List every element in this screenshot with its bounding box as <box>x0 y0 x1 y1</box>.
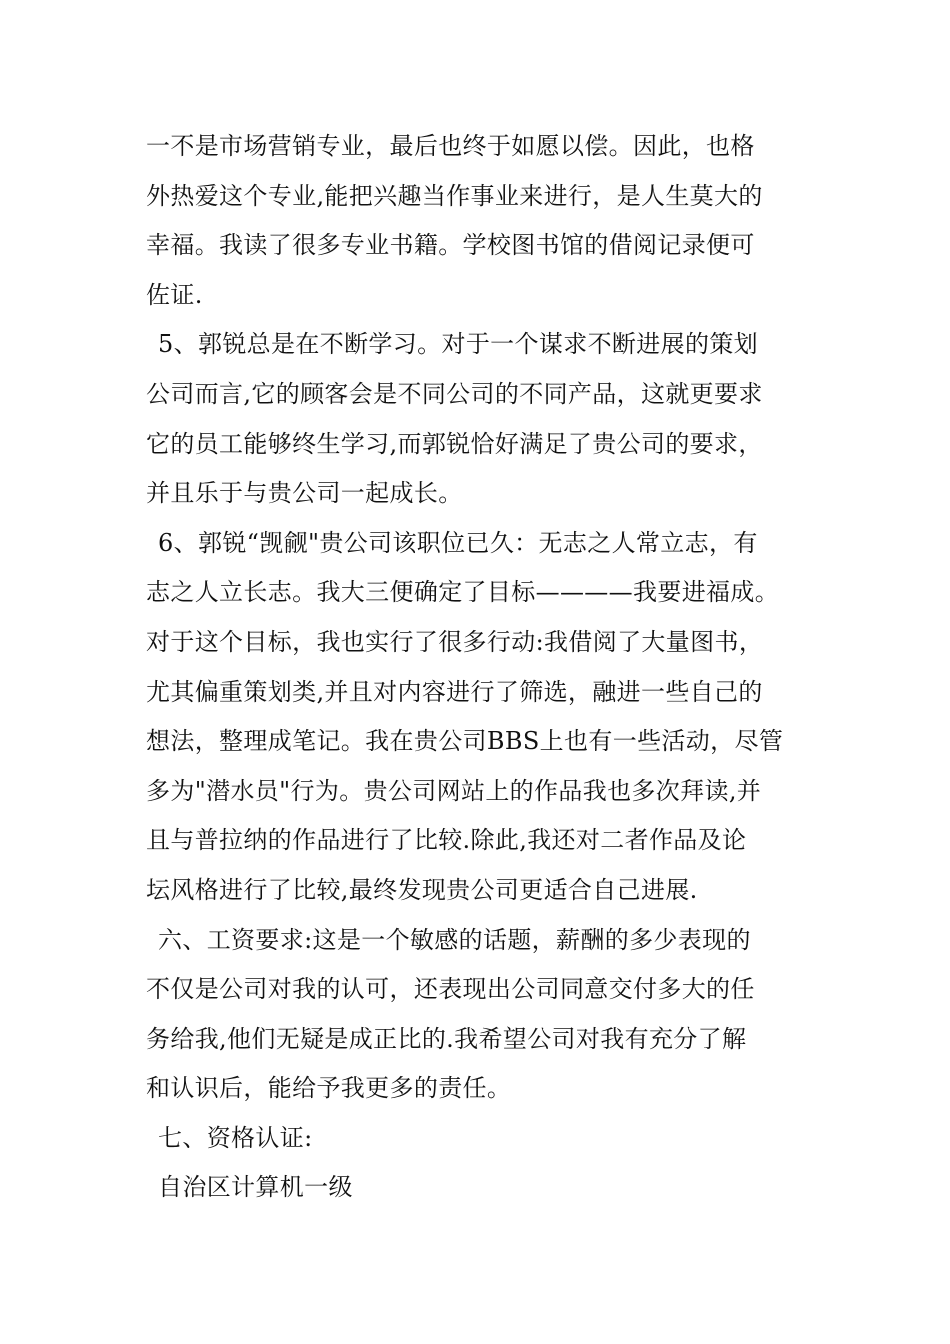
text-line: 5、郭锐总是在不断学习。对于一个谋求不断进展的策划 <box>158 330 759 359</box>
text-line: 尤其偏重策划类,并且对内容进行了筛选，融进一些自己的 <box>146 677 763 706</box>
text-line: 并且乐于与贵公司一起成长。 <box>146 479 463 508</box>
text-line: 幸福。我读了很多专业书籍。学校图书馆的借阅记录便可 <box>146 231 755 260</box>
text-line: 六、工资要求:这是一个敏感的话题，薪酬的多少表现的 <box>158 925 751 954</box>
text-line: 佐证. <box>146 280 203 309</box>
text-line: 对于这个目标，我也实行了很多行动:我借阅了大量图书， <box>146 627 764 656</box>
text-line: 多为"潜水员"行为。贵公司网站上的作品我也多次拜读,并 <box>146 776 762 805</box>
text-line: 务给我,他们无疑是成正比的.我希望公司对我有充分了解 <box>146 1024 747 1053</box>
text-line: 志之人立长志。我大三便确定了目标————我要进福成。 <box>146 578 780 607</box>
text-line: 公司而言,它的顾客会是不同公司的不同产品，这就更要求 <box>146 379 763 408</box>
text-line: 6、郭锐“觊觎"贵公司该职位已久：无志之人常立志，有 <box>158 528 758 557</box>
text-line: 不仅是公司对我的认可，还表现出公司同意交付多大的任 <box>146 975 755 1004</box>
text-line: 想法，整理成笔记。我在贵公司BBS上也有一些活动，尽管 <box>146 727 784 756</box>
text-line: 一不是市场营销专业，最后也终于如愿以偿。因此，也格 <box>146 132 755 160</box>
text-line: 自治区计算机一级 <box>158 1173 353 1202</box>
text-line: 和认识后，能给予我更多的责任。 <box>146 1074 512 1103</box>
text-line: 外热爱这个专业,能把兴趣当作事业来进行，是人生莫大的 <box>146 181 763 210</box>
text-line: 坛风格进行了比较,最终发现贵公司更适合自己进展. <box>146 875 698 904</box>
text-line: 且与普拉纳的作品进行了比较.除此,我还对二者作品及论 <box>146 826 747 855</box>
text-line: 七、资格认证: <box>158 1123 313 1152</box>
document-body <box>146 122 826 1213</box>
text-line: 它的员工能够终生学习,而郭锐恰好满足了贵公司的要求， <box>146 429 763 458</box>
